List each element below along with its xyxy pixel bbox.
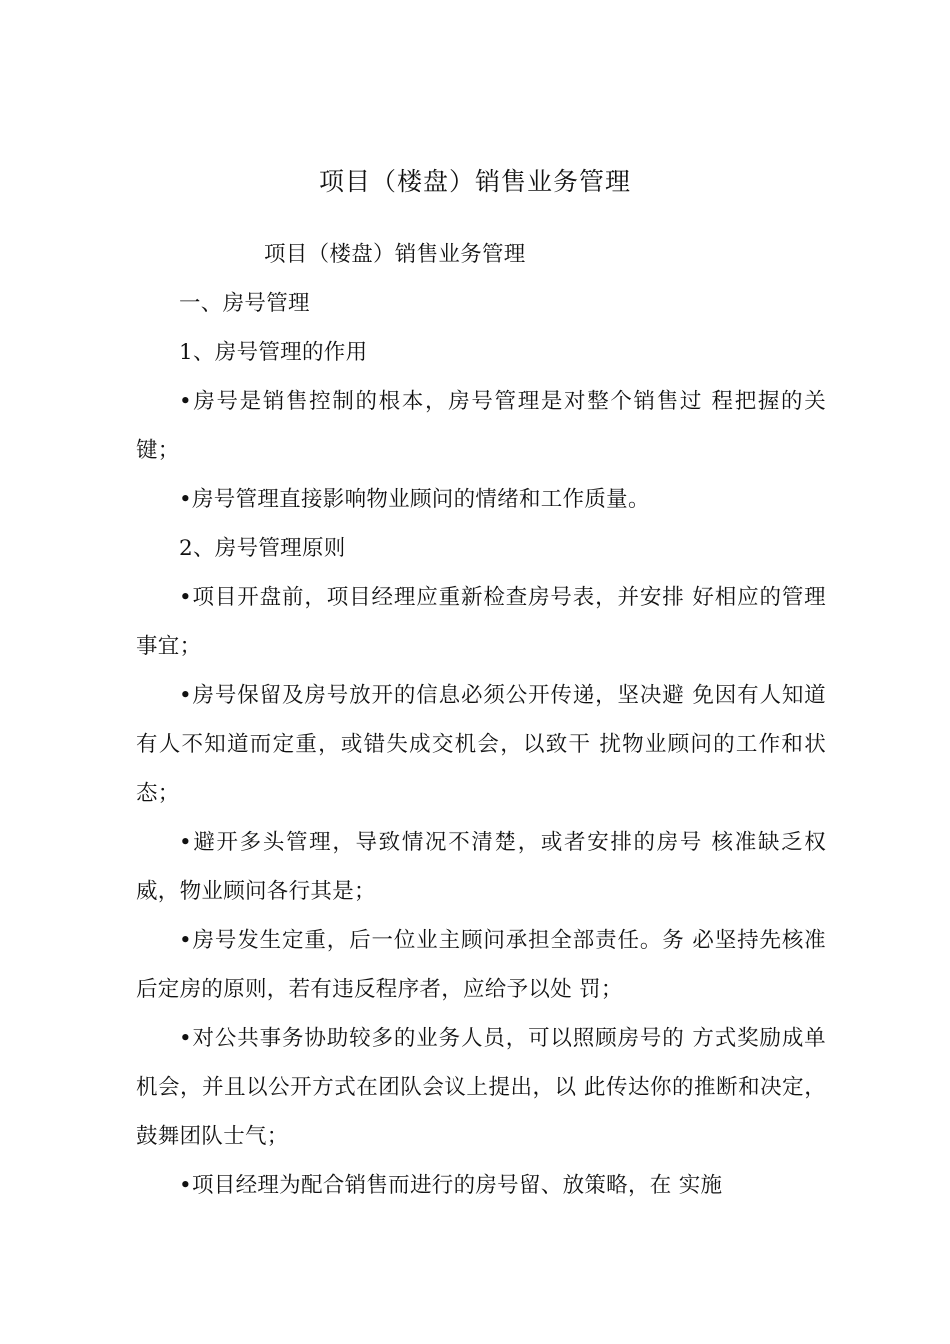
paragraph: •项目开盘前，项目经理应重新检查房号表，并安排 好相应的管理事宜；	[136, 585, 826, 659]
paragraph: •项目经理为配合销售而进行的房号留、放策略，在 实施	[179, 1173, 723, 1198]
document-title: 项目（楼盘）销售业务管理	[318, 167, 631, 196]
document-body	[136, 230, 826, 1210]
paragraph: •对公共事务协助较多的业务人员，可以照顾房号的 方式奖励成单机会，并且以公开方式在团队会议上提出，以 此传达你的推断和决定，鼓舞团队士气；	[136, 1026, 826, 1149]
section-heading: 一、房号管理	[179, 291, 310, 316]
subsection-heading: 2、房号管理原则	[179, 536, 346, 561]
repeated-title: 项目（楼盘）销售业务管理	[264, 242, 526, 267]
paragraph: •房号管理直接影响物业顾问的情绪和工作质量。	[179, 487, 650, 512]
subsection-heading: 1、房号管理的作用	[179, 340, 368, 365]
paragraph: •避开多头管理，导致情况不清楚，或者安排的房号 核准缺乏权威，物业顾问各行其是；	[136, 830, 826, 904]
paragraph: •房号发生定重，后一位业主顾问承担全部责任。务 必坚持先核准后定房的原则，若有违反程序者，应给予以处 罚；	[136, 928, 826, 1002]
paragraph: •房号是销售控制的根本，房号管理是对整个销售过 程把握的关键；	[136, 389, 826, 463]
paragraph: •房号保留及房号放开的信息必须公开传递，坚决避 免因有人知道有人不知道而定重，或错失成交机会，以致干 扰物业顾问的工作和状态；	[136, 683, 826, 806]
